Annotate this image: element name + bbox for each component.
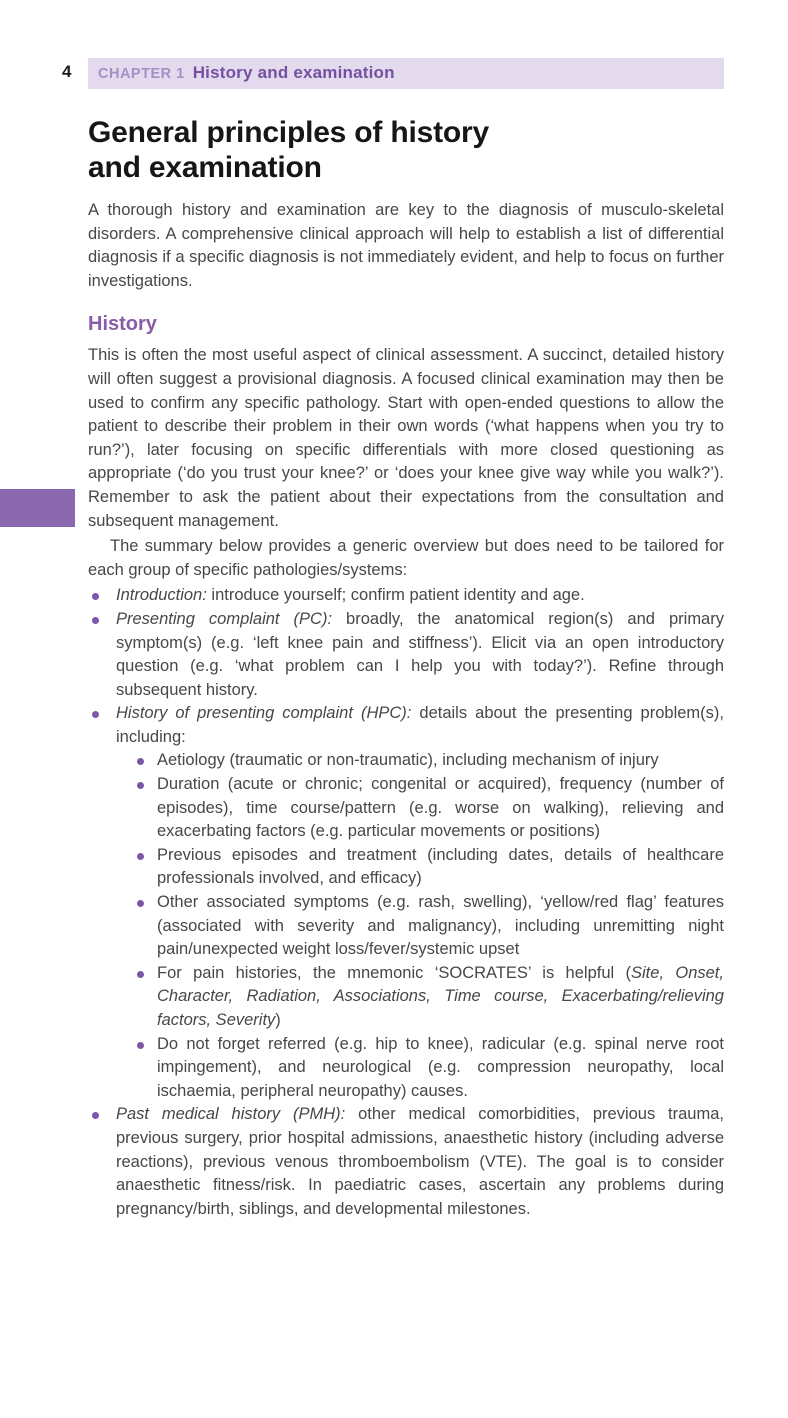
bullet-icon <box>137 900 144 907</box>
bullet-body: introduce yourself; confirm patient identity and age. <box>206 586 585 605</box>
chapter-label: CHAPTER 1 <box>98 66 185 82</box>
bullet-lead: Past medical history (PMH): <box>116 1105 346 1124</box>
bullet-icon <box>92 1112 99 1119</box>
list-item-pmh <box>88 1103 724 1221</box>
hpc-sublist <box>137 749 724 1103</box>
bullet-body: broadly, the anatomical region(s) and primary symptom(s) (e.g. ‘left knee pain and stiffness’). Elicit via an open introductory question (e.g. ‘what problem can I help you with today?’). Refine through subsequent history. <box>116 609 724 699</box>
list-item-introduction <box>88 584 724 608</box>
bullet-body: details about the presenting problem(s), including: <box>116 704 724 746</box>
sublist-item-duration <box>137 773 724 844</box>
sublist-item-previous-episodes <box>137 844 724 891</box>
sublist-item-referred-causes <box>137 1033 724 1104</box>
history-paragraph: This is often the most useful aspect of clinical assessment. A succinct, detailed history will often suggest a provisional diagnosis. A focused clinical examination may then be used to confirm any specific pathology. Start with open-ended questions to allow the patient to describe their problem in their own words (‘what happens when you try to run?’), later focusing on specific differentials with more closed questioning as appropriate (‘do you trust your knee?’ or ‘does your knee give way while you walk?’). Remember to ask the patient about their expectations from the consultation and subsequent management. <box>88 346 724 530</box>
bullet-icon <box>92 711 99 718</box>
intro-paragraph: A thorough history and examination are key to the diagnosis of musculo-skeletal disorders. A comprehensive clinical approach will help to establish a list of differential diagnosis if a specific diagnosis is not immediately evident, and help to focus on further investigations. <box>88 201 724 290</box>
socrates-mnemonic: Site, Onset, Character, Radiation, Associations, Time course, Exacerbating/relieving factors, Severity <box>157 963 724 1029</box>
bullet-icon <box>137 1042 144 1049</box>
socrates-pre: For pain histories, the mnemonic ‘SOCRATES’ is helpful ( <box>157 963 632 982</box>
sublist-item-socrates <box>137 962 724 1033</box>
page-number: 4 <box>62 62 72 81</box>
sublist-item-text: Aetiology (traumatic or non-traumatic), including mechanism of injury <box>157 751 659 770</box>
sublist-item-text <box>157 962 724 1033</box>
bullet-body: other medical comorbidities, previous trauma, previous surgery, prior hospital admissions, anaesthetic history (including adverse reactions), previous venous thromboembolism (VTE). The goal is to consider anaesthetic fitness/risk. In paediatric cases, ascertain any problems during pregnancy/birth, siblings, and developmental milestones. <box>116 1105 724 1218</box>
page-title-line2: and examination <box>88 151 322 184</box>
page-content <box>88 115 724 1221</box>
sublist-item-aetiology <box>137 749 724 773</box>
socrates-post: ) <box>275 1011 281 1029</box>
bullet-lead: Presenting complaint (PC): <box>116 609 333 628</box>
list-item-hpc <box>88 702 724 1103</box>
sublist-item-text: Other associated symptoms (e.g. rash, swelling), ‘yellow/red flag’ features (associated with severity and malignancy), including unremitting night pain/unexpected weight loss/fever/systemic upset <box>157 893 724 959</box>
bullet-lead: Introduction: <box>116 586 207 605</box>
page-title-line1: General principles of history <box>88 116 489 149</box>
bullet-icon <box>137 853 144 860</box>
list-item-text <box>116 1103 724 1221</box>
summary-paragraph: The summary below provides a generic overview but does need to be tailored for each group of specific pathologies/systems: <box>88 537 724 579</box>
sublist-item-other-symptoms <box>137 891 724 962</box>
bullet-icon <box>92 617 99 624</box>
history-bullet-list <box>88 584 724 1221</box>
bullet-icon <box>92 593 99 600</box>
chapter-side-tab <box>0 489 75 527</box>
bullet-icon <box>137 758 144 765</box>
bullet-icon <box>137 971 144 978</box>
sublist-item-text: Duration (acute or chronic; congenital or acquired), frequency (number of episodes), time course/pattern (e.g. worse on walking), relieving and exacerbating factors (e.g. particular movements or positions) <box>157 775 724 841</box>
chapter-title: History and examination <box>192 63 395 82</box>
chapter-band <box>88 58 724 89</box>
list-item-text <box>116 702 724 1103</box>
bullet-icon <box>137 782 144 789</box>
list-item-presenting-complaint <box>88 608 724 702</box>
page-title <box>88 115 724 185</box>
chapter-header <box>62 58 724 89</box>
history-heading: History <box>88 313 157 336</box>
sublist-item-text: Previous episodes and treatment (including dates, details of healthcare professionals involved, and efficacy) <box>157 845 724 888</box>
list-item-text <box>116 608 724 702</box>
list-item-text <box>116 584 724 608</box>
bullet-lead: History of presenting complaint (HPC): <box>116 704 412 723</box>
sublist-item-text: Do not forget referred (e.g. hip to knee), radicular (e.g. spinal nerve root impingement), and neurological (e.g. compression neuropathy, local ischaemia, peripheral neuropathy) causes. <box>157 1034 724 1100</box>
